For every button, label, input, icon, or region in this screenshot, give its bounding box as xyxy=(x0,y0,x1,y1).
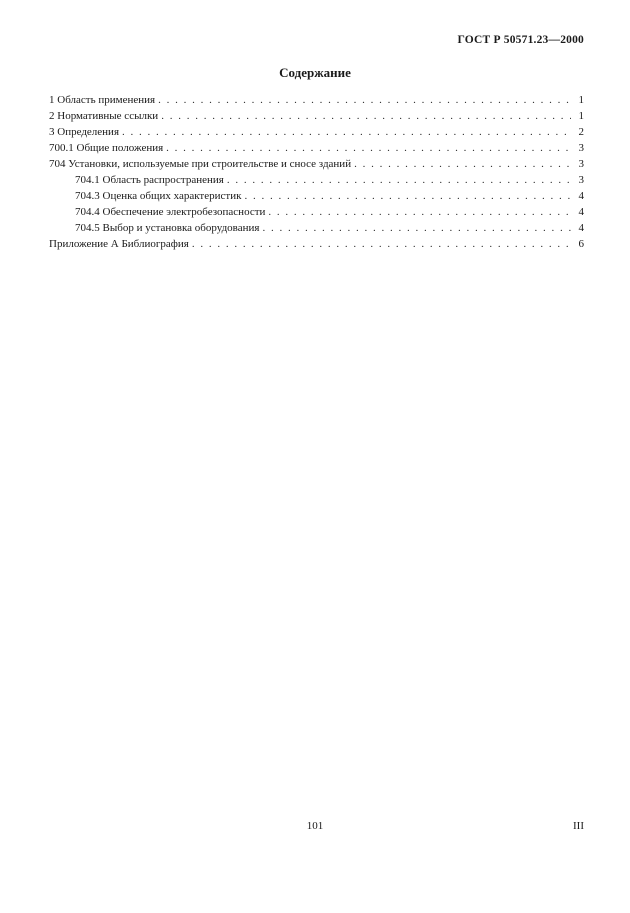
toc-entry[interactable] xyxy=(49,108,584,124)
toc-dot-leader xyxy=(161,108,571,124)
toc-dot-leader xyxy=(354,156,571,172)
toc-entry[interactable] xyxy=(49,124,584,140)
toc-entry-title: 704 Установки, используемые при строительстве и сносе зданий xyxy=(49,158,352,170)
toc-entry-page: 4 xyxy=(578,222,584,234)
toc-dot-leader xyxy=(227,172,571,188)
toc-entry-title: 704.5 Выбор и установка оборудования xyxy=(75,222,260,234)
toc-entry-page: 1 xyxy=(578,110,584,122)
toc-entry-title: 704.1 Область распространения xyxy=(75,174,224,186)
toc-entry-title: 700.1 Общие положения xyxy=(49,142,164,154)
toc-entry-page: 3 xyxy=(578,158,584,170)
table-of-contents xyxy=(49,92,584,252)
toc-entry-title: 1 Область применения xyxy=(49,94,156,106)
toc-entry-page: 3 xyxy=(578,142,584,154)
toc-entry-page: 2 xyxy=(578,126,584,138)
toc-subentry[interactable] xyxy=(49,172,584,188)
page-title: Содержание xyxy=(279,65,351,80)
toc-subentry[interactable] xyxy=(49,220,584,236)
toc-entry-title: 3 Определения xyxy=(49,126,120,138)
toc-entry-page: 4 xyxy=(578,190,584,202)
toc-dot-leader xyxy=(158,92,571,108)
toc-entry-page: 1 xyxy=(578,94,584,106)
toc-entry[interactable] xyxy=(49,156,584,172)
toc-dot-leader xyxy=(192,236,571,252)
page-number: 101 xyxy=(306,820,324,832)
toc-dot-leader xyxy=(166,140,571,156)
toc-dot-leader xyxy=(244,188,571,204)
toc-entry-title: 704.4 Обеспечение электробезопасности xyxy=(75,206,266,218)
toc-entry-title: 704.3 Оценка общих характеристик xyxy=(75,190,242,202)
roman-page-number: III xyxy=(573,820,584,832)
document-header: ГОСТ Р 50571.23—2000 xyxy=(457,34,584,46)
toc-entry-title: 2 Нормативные ссылки xyxy=(49,110,159,122)
toc-subentry[interactable] xyxy=(49,188,584,204)
toc-entry-page: 4 xyxy=(578,206,584,218)
toc-entry-page: 3 xyxy=(578,174,584,186)
toc-entry[interactable] xyxy=(49,236,584,252)
toc-dot-leader xyxy=(262,220,571,236)
toc-dot-leader xyxy=(122,124,571,140)
toc-entry-page: 6 xyxy=(578,238,584,250)
toc-entry[interactable] xyxy=(49,92,584,108)
toc-dot-leader xyxy=(268,204,571,220)
toc-entry-title: Приложение А Библиография xyxy=(49,238,189,250)
toc-entry[interactable] xyxy=(49,140,584,156)
toc-subentry[interactable] xyxy=(49,204,584,220)
